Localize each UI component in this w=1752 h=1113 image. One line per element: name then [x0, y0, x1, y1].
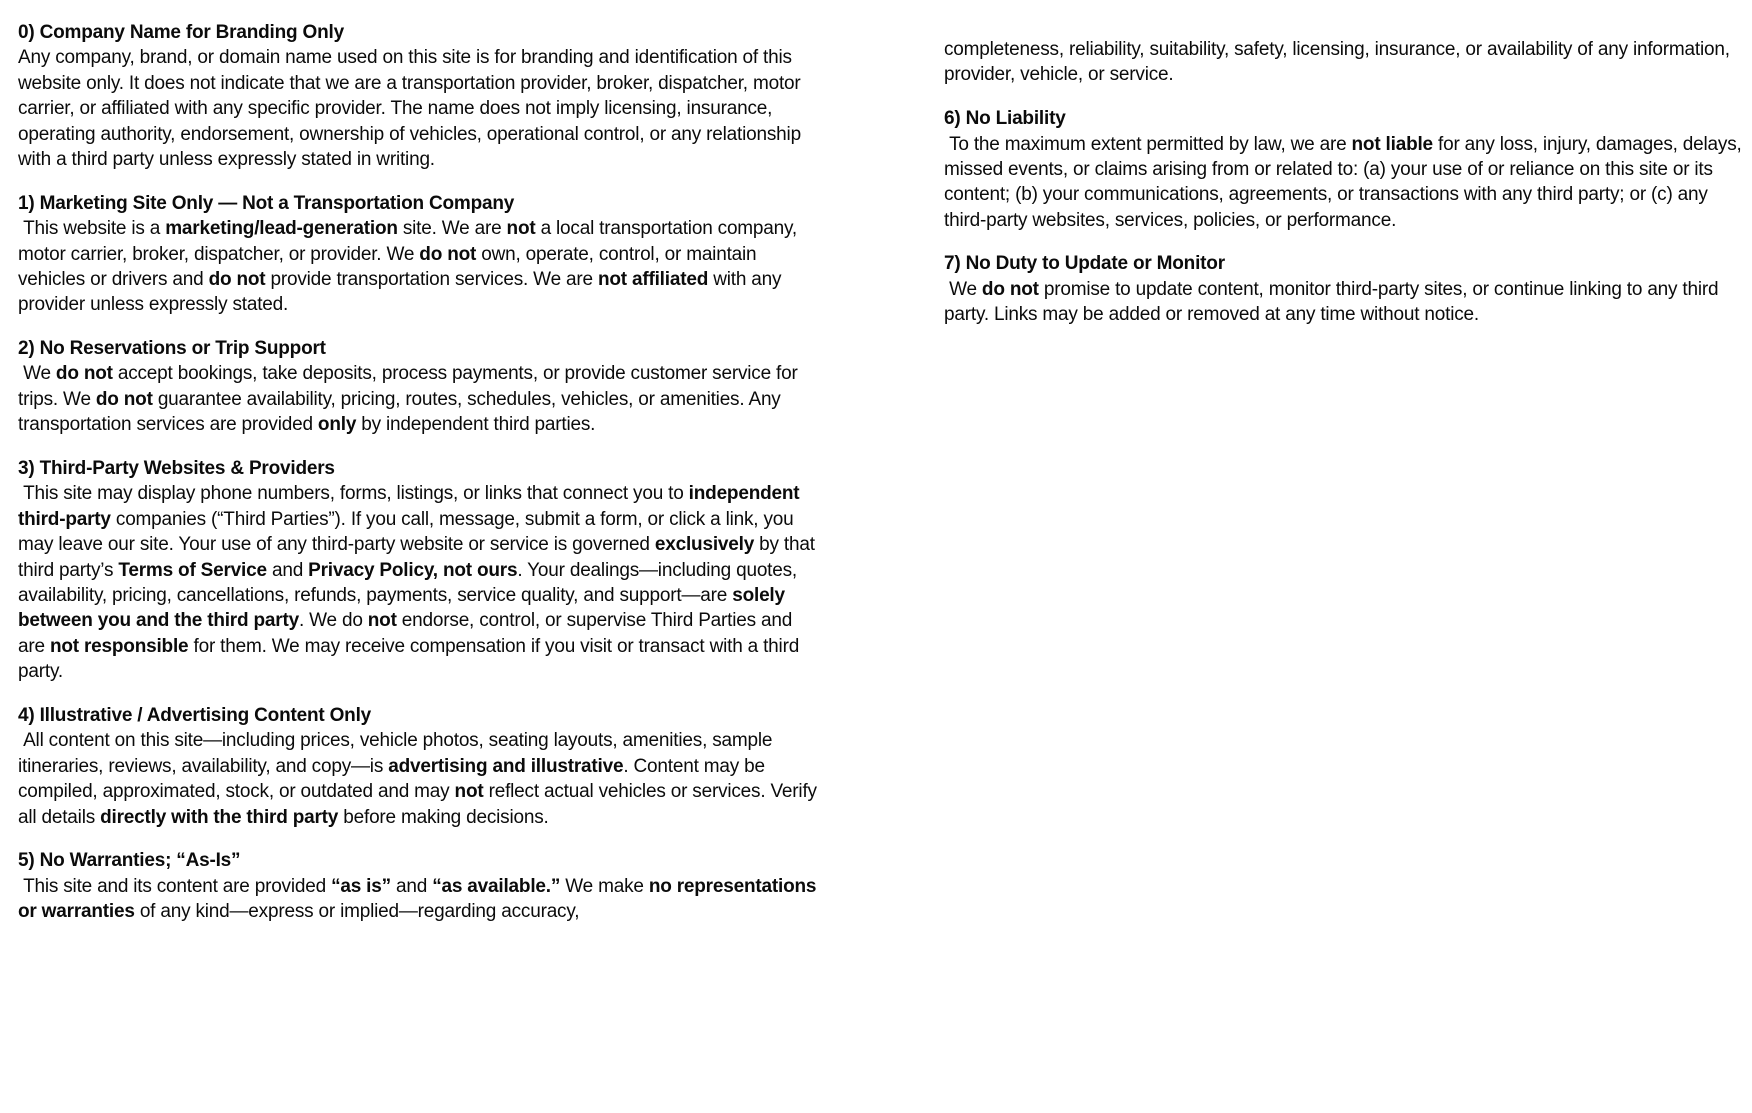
section-heading: 6) No Liability [944, 108, 1066, 130]
bold-text: advertising and illustrative [388, 755, 624, 777]
column-left [18, 20, 818, 943]
bold-text: no representations or warranties [18, 875, 817, 923]
section-body: This site may display phone numbers, forms, listings, or links that connect you to independent third-party companies (“Third Parties”). If you call, message, submit a form, or click a link, you may leave our site. Your use of any third-party website or service is governed exclusively by that third party’s Terms of Service and Privacy Policy, not ours. Your dealings—including quotes, availability, pricing, cancellations, refunds, payments, service quality, and support—are solely between you and the third party. We do not endorse, control, or supervise Third Parties and are not responsible for them. We may receive compensation if you visit or transact with a third party. [18, 483, 815, 683]
section-heading: 4) Illustrative / Advertising Content Only [18, 704, 372, 726]
bold-text: not [506, 218, 536, 240]
section-body: This website is a marketing/lead-generation site. We are not a local transportation company, motor carrier, broker, dispatcher, or provider. We do not own, operate, control, or maintain vehicles or drivers and do not provide transportation services. We are not affiliated with any provider unless expressly stated. [18, 218, 798, 316]
section-body: Any company, brand, or domain name used on this site is for branding and identification of this website only. It does not indicate that we are a transportation provider, broker, dispatcher, motor carrier, or affiliated with any specific provider. The name does not imply licensing, insurance, operating authority, endorsement, ownership of vehicles, operational control, or any relationship with a third party unless expressly stated in writing. [18, 47, 801, 171]
section-heading: 7) No Duty to Update or Monitor [944, 253, 1225, 275]
section [944, 106, 1744, 233]
column-right [944, 37, 1744, 346]
bold-text: not [454, 781, 484, 803]
bold-text: independent third-party [18, 483, 800, 530]
section-heading: 0) Company Name for Branding Only [18, 22, 344, 43]
bold-text: solely between you and the third party [18, 585, 785, 632]
section-body: All content on this site—including prices, vehicle photos, seating layouts, amenities, sample itineraries, reviews, availability, and copy—is advertising and illustrative. Content may be compiled, approximated, stock, or outdated and may not reflect actual vehicles or services. Verify all details directly with the third party before making decisions. [18, 730, 817, 828]
section-body: This site and its content are provided “as is” and “as available.” We make no representations or warranties of any kind—express or implied—regarding accuracy, [18, 875, 817, 923]
bold-text: do not [95, 388, 153, 410]
section-heading: 1) Marketing Site Only — Not a Transportation Company [18, 192, 515, 214]
bold-text: do not [55, 363, 113, 385]
bold-text: not affiliated [597, 268, 709, 290]
section-continuation [944, 37, 1744, 88]
bold-text: Terms of Service [118, 559, 267, 581]
section [944, 251, 1744, 327]
section [18, 20, 818, 172]
section [18, 191, 818, 318]
section [18, 703, 818, 830]
bold-text: “as available.” [432, 875, 561, 897]
bold-text: do not [419, 243, 477, 265]
section-heading: 3) Third-Party Websites & Providers [18, 457, 335, 479]
section-heading: 2) No Reservations or Trip Support [18, 338, 326, 360]
section [18, 456, 818, 685]
section [18, 336, 818, 438]
bold-text: marketing/lead-generation [165, 218, 398, 240]
bold-text: “as is” [331, 875, 391, 897]
section-body: completeness, reliability, suitability, safety, licensing, insurance, or availability of any information, provider, vehicle, or service. [944, 39, 1730, 86]
bold-text: only [317, 414, 357, 436]
section-body: To the maximum extent permitted by law, we are not liable for any loss, injury, damages, delays, missed events, or claims arising from or related to: (a) your use of or reliance on this site or its content; (b) your communications, agreements, or transactions with any third party; or (c) any third-party websites, services, policies, or performance. [944, 133, 1742, 231]
section-body: We do not promise to update content, monitor third-party sites, or continue linking to any third party. Links may be added or removed at any time without notice. [944, 278, 1719, 326]
bold-text: not responsible [49, 635, 189, 657]
bold-text: not liable [1351, 133, 1433, 155]
bold-text: exclusively [654, 534, 755, 556]
section-body: We do not accept bookings, take deposits, process payments, or provide customer service for trips. We do not guarantee availability, pricing, routes, schedules, vehicles, or amenities. Any transportation services are provided only by independent third parties. [18, 363, 798, 436]
bold-text: do not [208, 268, 266, 290]
bold-text: not [367, 610, 397, 632]
section-heading: 5) No Warranties; “As-Is” [18, 850, 241, 872]
section [18, 848, 818, 924]
bold-text: Privacy Policy, not ours [308, 559, 518, 581]
bold-text: do not [981, 278, 1039, 300]
bold-text: directly with the third party [100, 806, 339, 828]
